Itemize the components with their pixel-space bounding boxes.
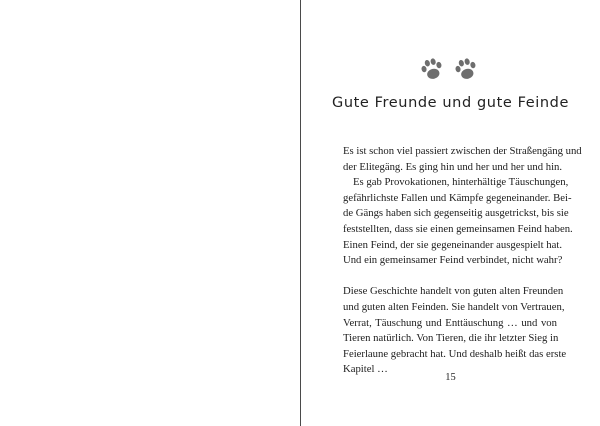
text-line: und guten alten Feinden. Sie handelt von Vertrauen, — [343, 300, 565, 313]
paw-print-icon — [452, 55, 480, 83]
text-line: Kapitel … — [343, 363, 388, 376]
text-line: Und ein gemeinsamer Feind verbindet, nicht wahr? — [343, 254, 563, 267]
text-line: gefährlichste Fallen und Kämpfe gegeneinander. Bei- — [343, 191, 572, 204]
text-line: de Gängs haben sich gegenseitig ausgetrickst, bis sie — [343, 207, 569, 220]
text-line: Tieren natürlich. Von Tieren, die ihr letzter Sieg in — [343, 332, 559, 345]
text-line: Es gab Provokationen, hinterhältige Täuschungen, — [353, 176, 569, 189]
text-line: Es ist schon viel passiert zwischen der Straßengäng und — [343, 145, 582, 157]
text-line: feststellten, dass sie einen gemeinsamen Feind haben. — [343, 222, 573, 235]
paragraph-spacer — [343, 269, 557, 285]
page-number: 15 — [445, 372, 456, 383]
chapter-ornament — [418, 55, 480, 83]
text-line: Diese Geschichte handelt von guten alten Freunden — [343, 285, 564, 298]
right-page — [301, 0, 600, 426]
text-line: Einen Feind, der sie gegeneinander ausgespielt hat. — [343, 238, 563, 251]
body-text — [343, 144, 582, 378]
text-line: Feierlaune gebracht hat. Und deshalb heißt das erste — [343, 347, 567, 360]
text-line: Verrat, Täuschung und Enttäuschung … und von — [343, 316, 557, 329]
chapter-title: Gute Freunde und gute Feinde — [331, 95, 570, 111]
paw-print-icon — [418, 55, 446, 83]
text-line: der Elitegäng. Es ging hin und her und her und hin. — [343, 160, 563, 173]
